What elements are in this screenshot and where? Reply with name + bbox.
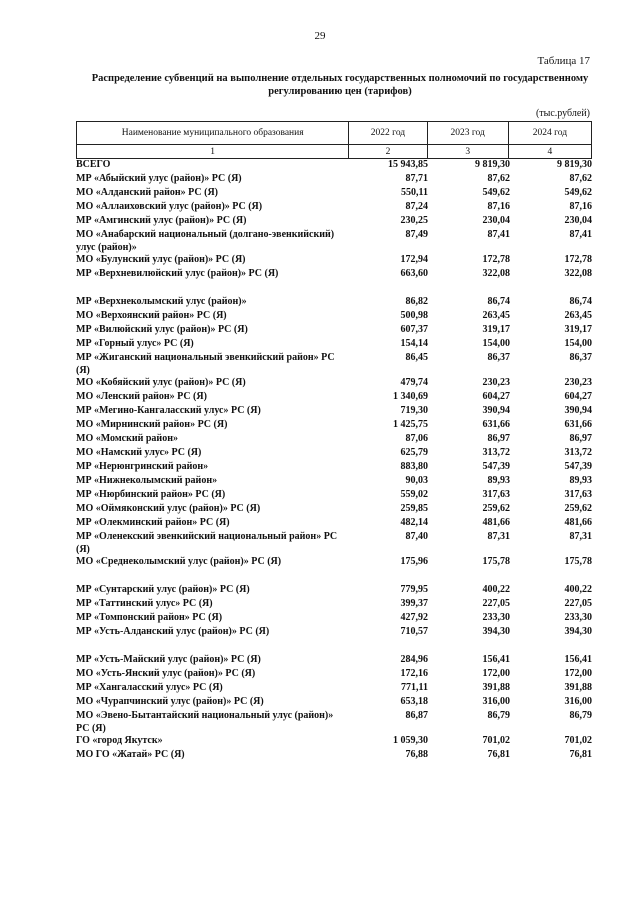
row-value-2022: 883,80 xyxy=(400,461,428,472)
table-row xyxy=(76,626,592,640)
header-name: Наименование муниципального образования xyxy=(77,122,349,145)
table-row xyxy=(76,682,592,696)
row-value-2023: 86,74 xyxy=(487,296,510,307)
table-row xyxy=(76,556,592,570)
row-value-2022: 399,37 xyxy=(400,598,428,609)
row-name: МО «Булунский улус (район)» РС (Я) xyxy=(76,254,246,265)
row-value-2023: 87,41 xyxy=(487,229,510,240)
row-value-2023: 87,31 xyxy=(487,531,510,542)
row-name: МР «Томпонский район» РС (Я) xyxy=(76,612,223,623)
table-row xyxy=(76,668,592,682)
row-value-2024: 394,30 xyxy=(564,626,592,637)
row-value-2024: 400,22 xyxy=(564,584,592,595)
row-value-2024: 313,72 xyxy=(564,447,592,458)
row-value-2023: 313,72 xyxy=(482,447,510,458)
row-value-2022: 1 425,75 xyxy=(393,419,428,430)
title-line-1: Распределение субвенций на выполнение отдельных государственных полномочий по государственному xyxy=(91,73,589,84)
table-row xyxy=(76,405,592,419)
table-row xyxy=(76,419,592,433)
header-row xyxy=(77,122,592,145)
row-value-2022: 663,60 xyxy=(400,268,428,279)
row-spacer xyxy=(76,570,592,584)
table-row xyxy=(76,475,592,489)
row-value-2024: 86,97 xyxy=(569,433,592,444)
row-value-2022: 427,92 xyxy=(400,612,428,623)
table-row xyxy=(76,735,592,749)
row-value-2023: 631,66 xyxy=(482,419,510,430)
table-row xyxy=(76,503,592,517)
table-row xyxy=(76,598,592,612)
row-name: МО «Ленский район» РС (Я) xyxy=(76,391,207,402)
row-value-2022: 154,14 xyxy=(400,338,428,349)
row-value-2023: 319,17 xyxy=(482,324,510,335)
row-value-2024: 322,08 xyxy=(564,268,592,279)
row-value-2024: 154,00 xyxy=(564,338,592,349)
row-value-2023: 86,79 xyxy=(487,710,510,721)
row-value-2023: 227,05 xyxy=(482,598,510,609)
header-2023: 2023 год xyxy=(427,122,508,145)
row-value-2023: 316,00 xyxy=(482,696,510,707)
row-name: МО «Аллаиховский улус (район)» РС (Я) xyxy=(76,201,263,212)
row-name: МР «Усть-Майский улус (район)» РС (Я) xyxy=(76,654,261,665)
row-value-2024: 87,31 xyxy=(569,531,592,542)
row-value-2022: 259,85 xyxy=(400,503,428,514)
row-name: МР «Хангаласский улус» РС (Я) xyxy=(76,682,223,693)
row-name: МР «Жиганский национальный эвенкийский район» РС (Я) xyxy=(76,352,335,376)
row-name: МР «Абыйский улус (район)» РС (Я) xyxy=(76,173,242,184)
row-value-2024: 87,62 xyxy=(569,173,592,184)
row-value-2023: 86,97 xyxy=(487,433,510,444)
row-value-2022: 87,06 xyxy=(405,433,428,444)
table-row xyxy=(76,159,592,173)
table-row xyxy=(76,296,592,310)
table-row xyxy=(76,461,592,475)
row-value-2024: 87,16 xyxy=(569,201,592,212)
row-value-2024: 390,94 xyxy=(564,405,592,416)
row-value-2023: 154,00 xyxy=(482,338,510,349)
row-spacer xyxy=(76,282,592,296)
table-row xyxy=(76,173,592,187)
row-name: МО «Алданский район» РС (Я) xyxy=(76,187,219,198)
row-name: МР «Оленекский эвенкийский национальный район» РС (Я) xyxy=(76,531,338,555)
table-row xyxy=(76,433,592,447)
row-value-2022: 172,16 xyxy=(400,668,428,679)
row-value-2022: 607,37 xyxy=(400,324,428,335)
row-name: МО «Среднеколымский улус (район)» РС (Я) xyxy=(76,556,282,567)
row-value-2022: 550,11 xyxy=(401,187,428,198)
units-note: (тыс.рублей) xyxy=(535,108,590,119)
row-name: МР «Амгинский улус (район)» РС (Я) xyxy=(76,215,247,226)
table-row xyxy=(76,338,592,352)
table-row xyxy=(76,696,592,710)
row-value-2024: 86,74 xyxy=(569,296,592,307)
row-value-2023: 172,00 xyxy=(482,668,510,679)
row-value-2022: 87,24 xyxy=(405,201,428,212)
row-value-2022: 779,95 xyxy=(400,584,428,595)
row-value-2023: 233,30 xyxy=(482,612,510,623)
row-value-2024: 227,05 xyxy=(564,598,592,609)
row-value-2024: 86,37 xyxy=(569,352,592,363)
row-value-2023: 87,62 xyxy=(487,173,510,184)
row-value-2022: 284,96 xyxy=(400,654,428,665)
row-value-2022: 653,18 xyxy=(400,696,428,707)
table-header xyxy=(76,121,592,159)
row-spacer xyxy=(76,640,592,654)
header-col-1: 1 xyxy=(77,145,349,159)
row-value-2024: 631,66 xyxy=(564,419,592,430)
row-value-2024: 87,41 xyxy=(569,229,592,240)
row-value-2023: 175,78 xyxy=(482,556,510,567)
row-value-2022: 559,02 xyxy=(400,489,428,500)
row-name: МР «Нижнеколымский район» xyxy=(76,475,218,486)
row-value-2022: 500,98 xyxy=(400,310,428,321)
row-value-2024: 233,30 xyxy=(564,612,592,623)
row-value-2023: 86,37 xyxy=(487,352,510,363)
row-name: МО «Анабарский национальный (долгано-эвенкийский) улус (район)» xyxy=(76,229,335,253)
row-value-2023: 259,62 xyxy=(482,503,510,514)
row-name: МР «Верхневилюйский улус (район)» РС (Я) xyxy=(76,268,279,279)
row-name: МР «Сунтарский улус (район)» РС (Я) xyxy=(76,584,250,595)
row-name: МР «Мегино-Кангаласский улус» РС (Я) xyxy=(76,405,261,416)
row-value-2022: 625,79 xyxy=(400,447,428,458)
row-value-2024: 230,23 xyxy=(564,377,592,388)
row-value-2023: 230,23 xyxy=(482,377,510,388)
row-value-2024: 230,04 xyxy=(564,215,592,226)
table-row xyxy=(76,268,592,282)
row-value-2022: 230,25 xyxy=(400,215,428,226)
row-value-2024: 549,62 xyxy=(564,187,592,198)
row-value-2023: 701,02 xyxy=(482,735,510,746)
table-row xyxy=(76,324,592,338)
row-value-2022: 482,14 xyxy=(400,517,428,528)
row-value-2022: 1 059,30 xyxy=(393,735,428,746)
row-value-2022: 172,94 xyxy=(400,254,428,265)
table-row xyxy=(76,215,592,229)
row-value-2023: 89,93 xyxy=(487,475,510,486)
row-value-2024: 316,00 xyxy=(564,696,592,707)
row-value-2022: 87,49 xyxy=(405,229,428,240)
row-name: МО «Кобяйский улус (район)» РС (Я) xyxy=(76,377,246,388)
row-value-2022: 771,11 xyxy=(401,682,428,693)
row-value-2023: 391,88 xyxy=(482,682,510,693)
row-value-2024: 86,79 xyxy=(569,710,592,721)
table-row xyxy=(76,391,592,405)
row-name: ВСЕГО xyxy=(76,159,111,170)
row-name: МР «Усть-Алданский улус (район)» РС (Я) xyxy=(76,626,270,637)
row-value-2023: 317,63 xyxy=(482,489,510,500)
row-value-2023: 394,30 xyxy=(482,626,510,637)
header-2024: 2024 год xyxy=(508,122,591,145)
table-row xyxy=(76,201,592,215)
row-name: МР «Нюрбинский район» РС (Я) xyxy=(76,489,226,500)
table-label: Таблица 17 xyxy=(537,55,590,67)
row-value-2022: 479,74 xyxy=(400,377,428,388)
row-name: МО «Оймяконский улус (район)» РС (Я) xyxy=(76,503,261,514)
row-value-2022: 1 340,69 xyxy=(393,391,428,402)
title-line-2: регулированию цен (тарифов) xyxy=(268,86,412,97)
row-value-2022: 719,30 xyxy=(400,405,428,416)
row-value-2023: 230,04 xyxy=(482,215,510,226)
row-name: МР «Верхнеколымский улус (район)» xyxy=(76,296,247,307)
row-value-2023: 400,22 xyxy=(482,584,510,595)
table-row xyxy=(76,229,592,254)
row-value-2023: 76,81 xyxy=(487,749,510,760)
row-value-2024: 172,00 xyxy=(564,668,592,679)
row-value-2022: 175,96 xyxy=(400,556,428,567)
row-value-2023: 390,94 xyxy=(482,405,510,416)
row-name: МР «Нерюнгринский район» xyxy=(76,461,209,472)
row-value-2024: 172,78 xyxy=(564,254,592,265)
row-name: МО «Чурапчинский улус (район)» РС (Я) xyxy=(76,696,264,707)
row-value-2024: 481,66 xyxy=(564,517,592,528)
row-value-2022: 15 943,85 xyxy=(388,159,428,170)
table-row xyxy=(76,377,592,391)
row-name: ГО «город Якутск» xyxy=(76,735,163,746)
table-row xyxy=(76,352,592,377)
row-value-2024: 547,39 xyxy=(564,461,592,472)
row-name: МО ГО «Жатай» РС (Я) xyxy=(76,749,185,760)
row-value-2024: 391,88 xyxy=(564,682,592,693)
row-value-2022: 86,45 xyxy=(405,352,428,363)
row-value-2022: 86,82 xyxy=(405,296,428,307)
row-name: МР «Таттинский улус» РС (Я) xyxy=(76,598,213,609)
table-row xyxy=(76,254,592,268)
row-value-2023: 322,08 xyxy=(482,268,510,279)
row-value-2023: 9 819,30 xyxy=(475,159,510,170)
row-name: МР «Олекминский район» РС (Я) xyxy=(76,517,230,528)
table-row xyxy=(76,489,592,503)
row-name: МО «Намский улус» РС (Я) xyxy=(76,447,202,458)
header-col-2: 2 xyxy=(349,145,427,159)
row-value-2023: 547,39 xyxy=(482,461,510,472)
row-value-2024: 604,27 xyxy=(564,391,592,402)
row-value-2024: 76,81 xyxy=(569,749,592,760)
row-value-2022: 87,71 xyxy=(405,173,428,184)
header-2022: 2022 год xyxy=(349,122,427,145)
row-name: МР «Горный улус» РС (Я) xyxy=(76,338,194,349)
page-number: 29 xyxy=(314,30,326,42)
row-value-2024: 263,45 xyxy=(564,310,592,321)
table-row xyxy=(76,710,592,735)
table-row xyxy=(76,531,592,556)
row-value-2022: 90,03 xyxy=(405,475,428,486)
row-value-2023: 549,62 xyxy=(482,187,510,198)
row-name: МО «Момский район» xyxy=(76,433,178,444)
row-value-2023: 172,78 xyxy=(482,254,510,265)
row-value-2024: 9 819,30 xyxy=(557,159,592,170)
row-name: МО «Эвено-Бытантайский национальный улус (район)» РС (Я) xyxy=(76,710,334,734)
table-row xyxy=(76,517,592,531)
table-row xyxy=(76,612,592,626)
table-row xyxy=(76,584,592,598)
row-value-2022: 87,40 xyxy=(405,531,428,542)
row-value-2024: 319,17 xyxy=(564,324,592,335)
header-col-4: 4 xyxy=(508,145,591,159)
row-name: МО «Мирнинский район» РС (Я) xyxy=(76,419,228,430)
table-row xyxy=(76,310,592,324)
table-row xyxy=(76,187,592,201)
row-value-2023: 263,45 xyxy=(482,310,510,321)
row-value-2024: 89,93 xyxy=(569,475,592,486)
row-value-2023: 604,27 xyxy=(482,391,510,402)
table-body xyxy=(76,159,592,763)
row-value-2023: 87,16 xyxy=(487,201,510,212)
row-value-2024: 259,62 xyxy=(564,503,592,514)
row-value-2023: 481,66 xyxy=(482,517,510,528)
row-value-2024: 156,41 xyxy=(564,654,592,665)
row-name: МО «Верхоянский район» РС (Я) xyxy=(76,310,227,321)
row-value-2022: 86,87 xyxy=(405,710,428,721)
table-row xyxy=(76,654,592,668)
header-numbers-row xyxy=(77,145,592,159)
row-value-2022: 76,88 xyxy=(405,749,428,760)
header-col-3: 3 xyxy=(427,145,508,159)
row-value-2023: 156,41 xyxy=(482,654,510,665)
table-row xyxy=(76,749,592,763)
row-name: МО «Усть-Янский улус (район)» РС (Я) xyxy=(76,668,256,679)
row-value-2024: 701,02 xyxy=(564,735,592,746)
row-name: МР «Вилюйский улус (район)» РС (Я) xyxy=(76,324,248,335)
table-title xyxy=(75,72,605,98)
row-value-2024: 175,78 xyxy=(564,556,592,567)
row-value-2024: 317,63 xyxy=(564,489,592,500)
row-value-2022: 710,57 xyxy=(400,626,428,637)
table-row xyxy=(76,447,592,461)
